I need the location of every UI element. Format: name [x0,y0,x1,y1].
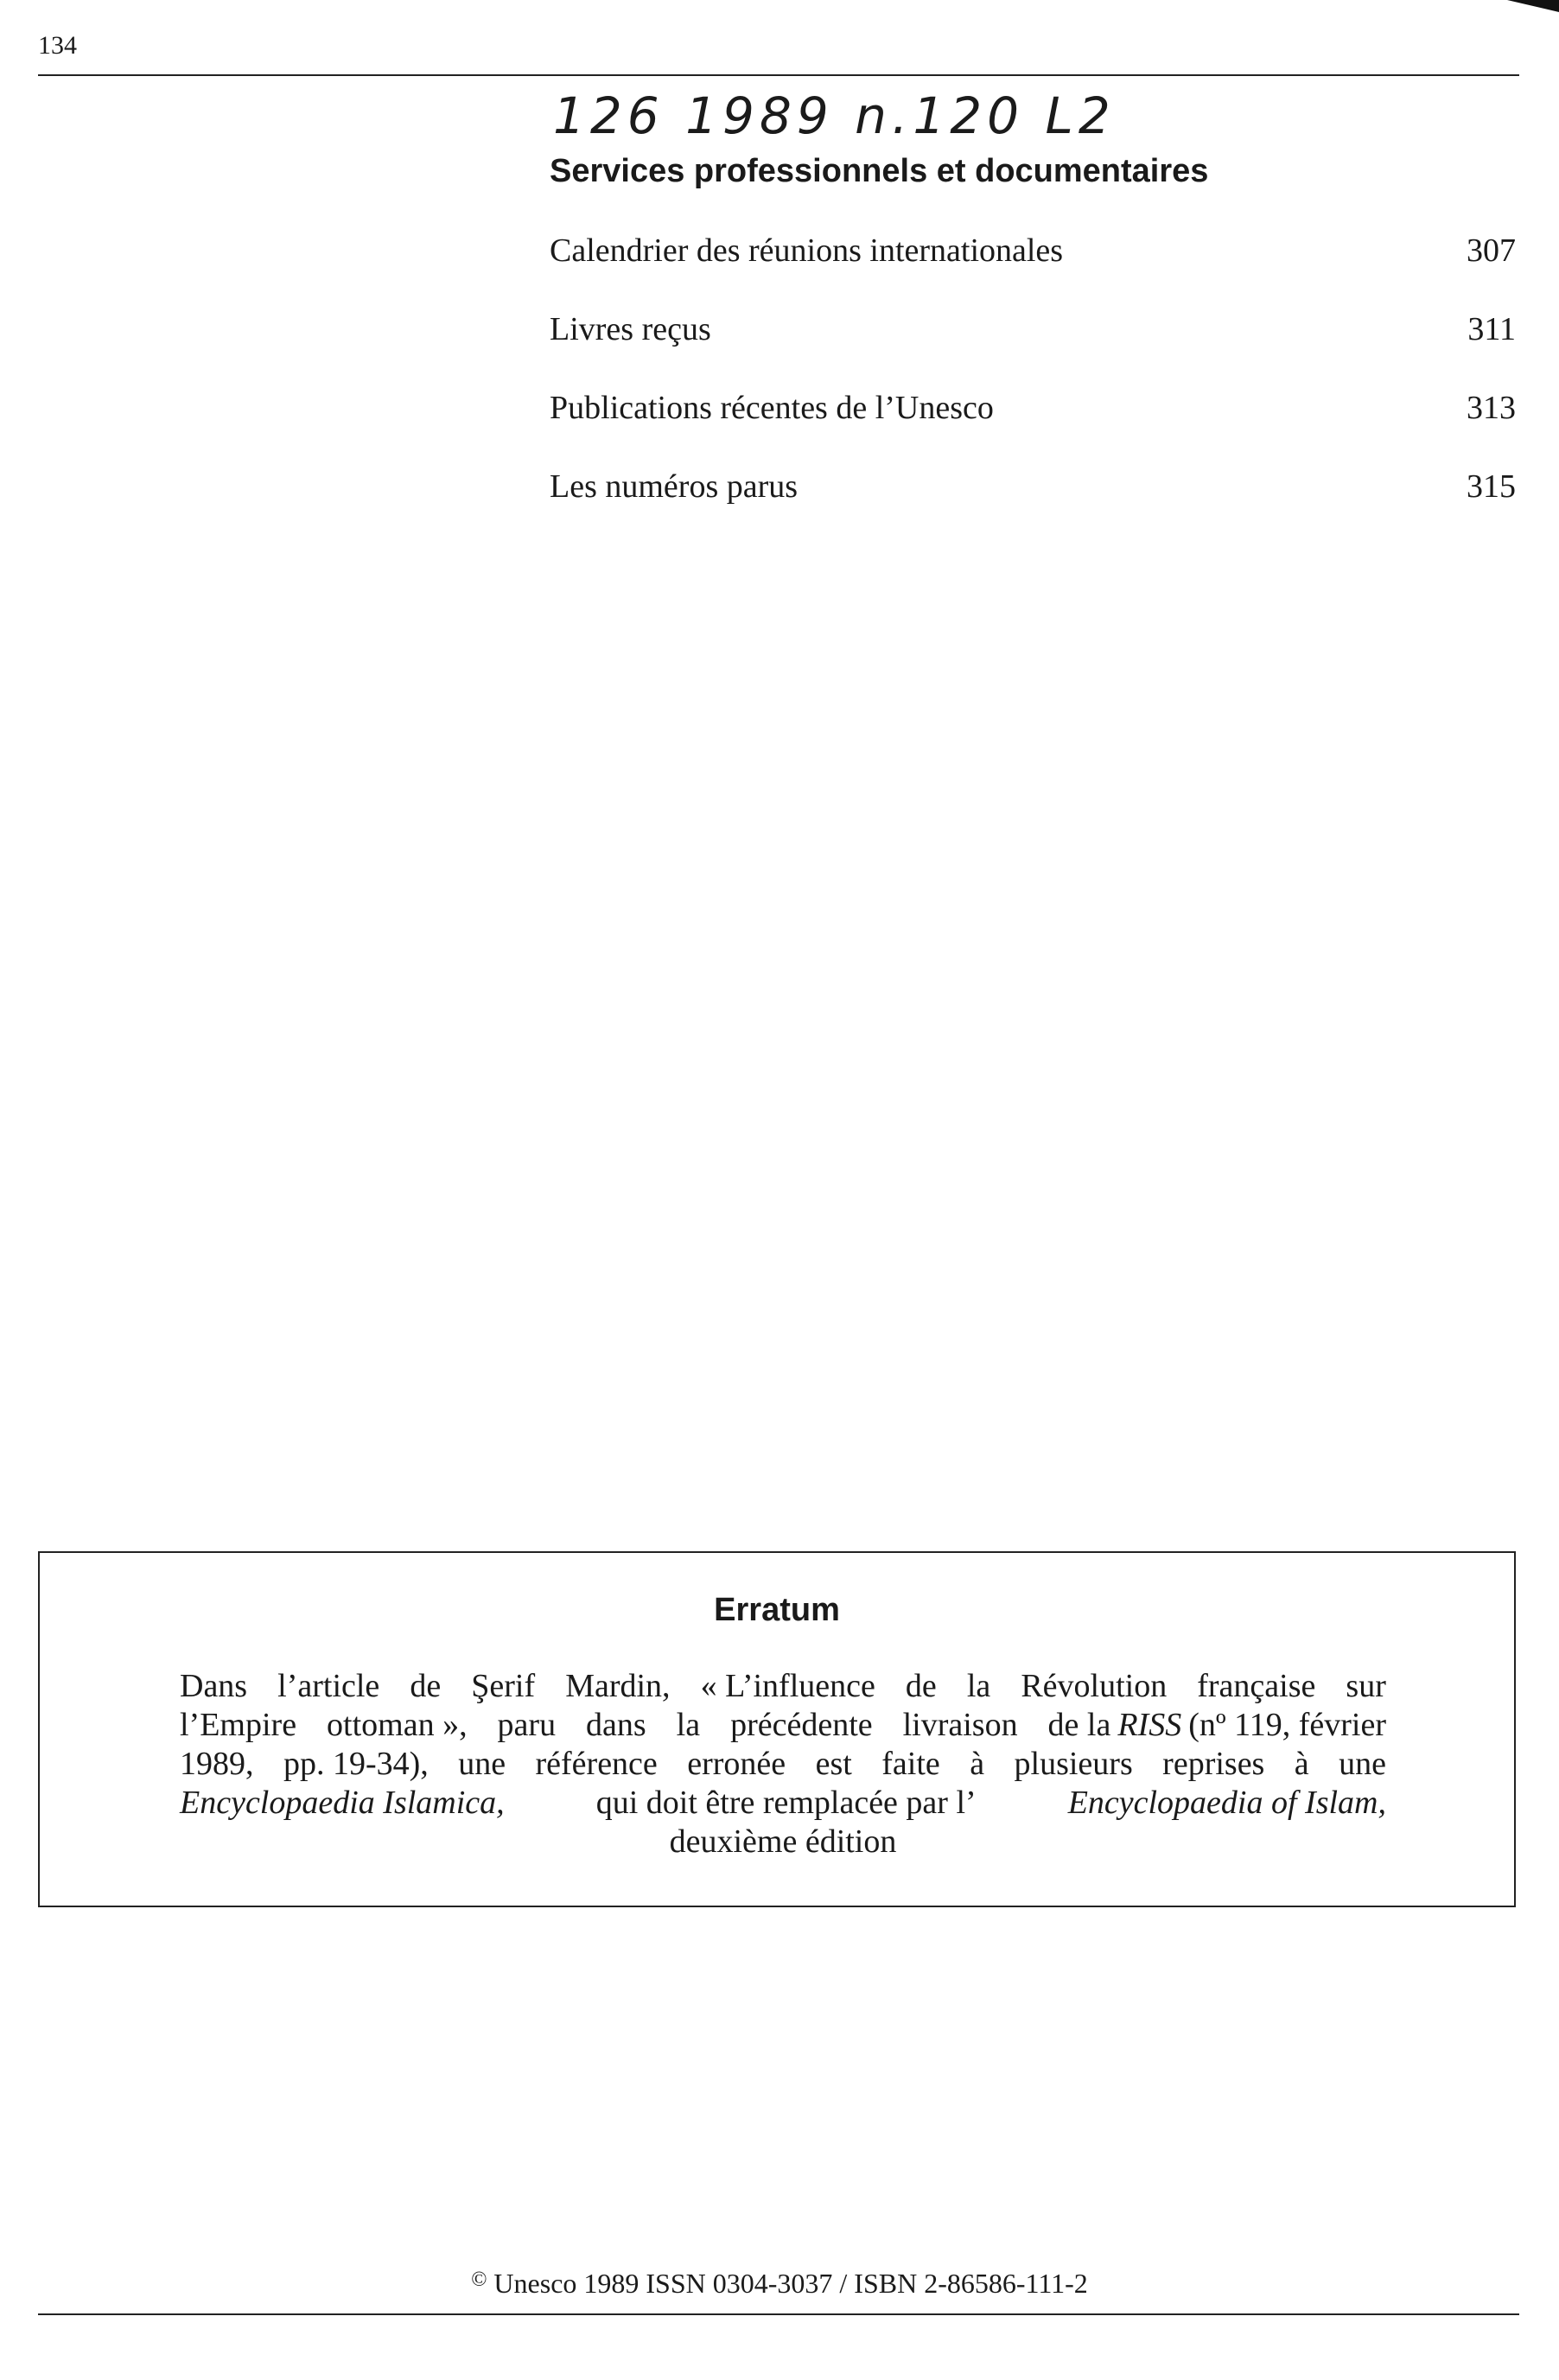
erratum-word: Révolution [1021,1668,1168,1704]
erratum-word: une [1339,1746,1386,1782]
erratum-line-4-middle: qui doit être remplacée par l’ [595,1785,977,1821]
erratum-word: de [905,1668,937,1704]
erratum-line-1 [180,1667,1386,1706]
erratum-title: Erratum [714,1592,840,1628]
erratum-word: Şerif [471,1668,536,1704]
erratum-line-5: deuxième édition [669,1823,897,1860]
erratum-word: plusieurs [1014,1746,1133,1782]
erratum-word: paru [497,1707,557,1743]
erratum-word: livraison [902,1707,1018,1743]
erratum-word: « L’influence [700,1668,875,1704]
erratum-line-2-tail: (nº 119, février [1188,1707,1386,1743]
page-number: 134 [38,31,77,60]
toc-entry-label: Calendrier des réunions internationales [550,232,1064,269]
toc-entry [550,232,1516,310]
erratum-word: française [1197,1668,1316,1704]
toc-entry [550,389,1516,468]
erratum-word: ottoman », [327,1707,468,1743]
erratum-word: dans [586,1707,646,1743]
erratum-word: Dans [180,1668,248,1704]
erratum-word: est [815,1746,852,1782]
erratum-word: à [970,1746,985,1782]
erratum-word: l’article [277,1668,380,1704]
erratum-line-4 [180,1784,1386,1823]
table-of-contents [550,232,1516,546]
toc-entry-page: 307 [1467,232,1516,269]
toc-entry [550,310,1516,389]
footer-copyright [0,2268,1559,2300]
erratum-word: de [410,1668,442,1704]
footer-text: Unesco 1989 ISSN 0304-3037 / ISBN 2-86586-111-2 [493,2268,1088,2299]
erratum-word: faite [881,1746,940,1782]
toc-entry-page: 311 [1467,311,1516,347]
erratum-word: à [1294,1746,1309,1782]
toc-entry [550,468,1516,546]
erratum-word: erronée [687,1746,786,1782]
erratum-word: référence [535,1746,658,1782]
erratum-word: la [676,1707,701,1743]
top-rule [38,74,1519,76]
toc-entry-label: Livres reçus [550,311,711,347]
toc-entry-label: Les numéros parus [550,468,799,505]
erratum-word: une [458,1746,506,1782]
erratum-word: Mardin, [565,1668,671,1704]
erratum-word: 1989, [180,1746,254,1782]
journal-abbreviation: RISS [1117,1707,1182,1743]
bottom-rule [38,2313,1519,2315]
erratum-line-2 [180,1706,1386,1745]
erratum-body [180,1667,1386,1861]
erratum-word: l’Empire [180,1707,297,1743]
toc-entry-page: 315 [1467,468,1516,505]
handwritten-annotation: 126 1989 n.120 L2 [553,86,1116,145]
erratum-correct-title: Encyclopaedia of Islam, [1067,1785,1386,1821]
erratum-word: précédente [730,1707,873,1743]
erratum-word: sur [1346,1668,1386,1704]
erratum-word: pp. 19-34), [283,1746,429,1782]
toc-entry-label: Publications récentes de l’Unesco [550,390,994,426]
erratum-wrong-title: Encyclopaedia Islamica, [180,1785,505,1821]
erratum-word: de la [1047,1707,1111,1743]
erratum-word: la [966,1668,991,1704]
section-title: Services professionnels et documentaires [550,153,1209,189]
toc-entry-page: 313 [1467,390,1516,426]
copyright-symbol: © [471,2269,487,2291]
erratum-word: reprises [1162,1746,1265,1782]
erratum-box [38,1551,1516,1907]
erratum-line-3 [180,1745,1386,1784]
erratum-line-2-words [180,1706,1110,1745]
scan-corner-mark [1507,0,1559,12]
